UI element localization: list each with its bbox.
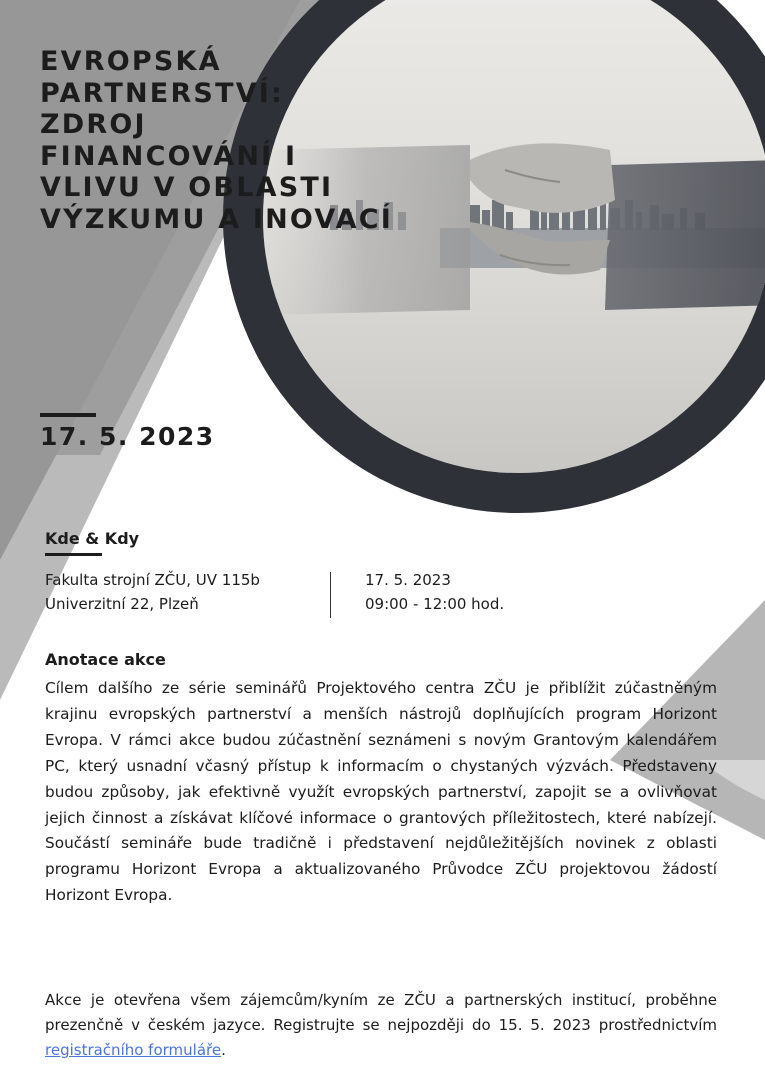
info-divider	[330, 572, 331, 618]
title-line: VÝZKUMU A INOVACÍ	[40, 203, 393, 235]
venue-line-1: Fakulta strojní ZČU, UV 115b	[45, 571, 260, 589]
event-date: 17. 5. 2023	[365, 571, 451, 589]
annotation-text: Cílem dalšího ze série seminářů Projektového centra ZČU je přiblížit zúčastněným krajinu evropských partnerství a menších nástrojů doplňujících program Horizont Evropa. V rámci akce budou zúčastnění seznámeni s novým Grantovým kalendářem PC, který usnadní včasný přístup k informacím o chystaných výzvách. Představeny budou způsoby, jak efektivně využít evropských partnerství, zapojit se a ovlivňovat jejich činnost a získávat klíčové informace o grantových příležitostech, které nabízejí. Součástí semináře bude tradičně i představení nejdůležitějších novinek z oblasti programu Horizont Evropa a aktualizovaného Průvodce ZČU projektovou žádostí Horizont Evropa.	[45, 679, 717, 905]
title-line: VLIVU V OBLASTI	[40, 172, 334, 204]
where-when-heading: Kde & Kdy	[45, 529, 140, 548]
registration-text: Akce je otevřena všem zájemcům/kyním ze ZČU a partnerských institucí, proběhne prezenčně v českém jazyce. Registrujte se nejpozději do 15. 5. 2023 prostřednictvím	[45, 991, 717, 1034]
title-line: EVROPSKÁ	[40, 46, 222, 77]
annotation-heading: Anotace akce	[45, 650, 166, 669]
page-title	[40, 46, 460, 236]
venue-line-2: Univerzitní 22, Plzeň	[45, 595, 199, 613]
registration-form-link[interactable]: registračního formuláře	[45, 1041, 222, 1059]
where-when-underline	[45, 553, 102, 556]
title-line: PARTNERSTVÍ:	[40, 77, 285, 109]
date-divider	[40, 413, 96, 417]
event-date-large: 17. 5. 2023	[40, 422, 215, 451]
venue-block	[45, 568, 260, 616]
title-line: ZDROJ	[40, 109, 147, 141]
registration-note	[45, 988, 717, 1063]
event-time: 09:00 - 12:00 hod.	[365, 595, 505, 613]
registration-text-end: .	[221, 1041, 226, 1059]
title-line: FINANCOVÁNÍ I	[40, 140, 298, 172]
datetime-block	[365, 568, 504, 616]
